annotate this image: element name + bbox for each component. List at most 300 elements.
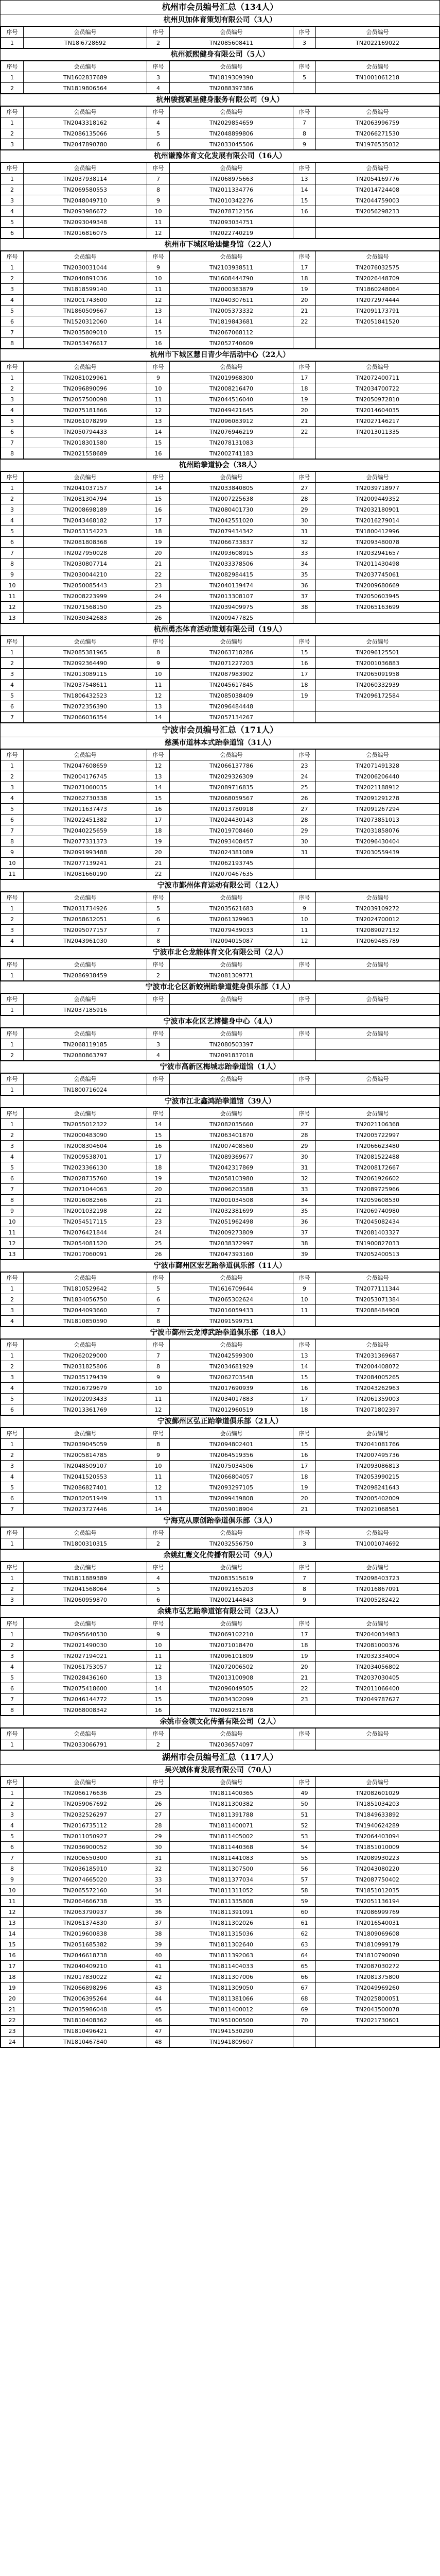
- member-id-cell: TN2013011335: [316, 427, 439, 437]
- index-cell: 8: [147, 1439, 170, 1450]
- member-id-cell: TN2092093433: [24, 1394, 147, 1404]
- member-id-cell: TN2089930223: [316, 1853, 439, 1863]
- index-cell: [293, 1084, 316, 1095]
- index-cell: 7: [1, 327, 24, 338]
- member-id-cell: TN2043500078: [316, 2004, 439, 2015]
- member-id-cell: [316, 970, 439, 981]
- member-id-cell: TN2043318162: [24, 117, 147, 128]
- member-id-cell: TN2041081766: [316, 1439, 439, 1450]
- roster-section: [0, 1260, 440, 1327]
- member-id-cell: TN2093480078: [316, 537, 439, 548]
- table-row: [1, 558, 439, 569]
- index-cell: 5: [147, 903, 170, 914]
- index-cell: 13: [293, 1350, 316, 1361]
- index-cell: 8: [147, 1361, 170, 1372]
- index-header: 序号: [293, 1273, 316, 1283]
- index-header: 序号: [147, 1428, 170, 1439]
- member-id-cell: TN1001074692: [316, 1538, 439, 1549]
- member-id-header: 会员编号: [170, 1562, 293, 1573]
- member-id-header: 会员编号: [316, 1562, 439, 1573]
- index-cell: 16: [293, 1383, 316, 1394]
- member-id-cell: TN2077139241: [24, 858, 147, 869]
- member-id-cell: TN2039045059: [24, 1439, 147, 1450]
- member-id-cell: TN1810850590: [24, 1316, 147, 1327]
- index-cell: 4: [1, 295, 24, 306]
- table-row: [1, 847, 439, 858]
- index-cell: 40: [147, 1950, 170, 1961]
- organization-name: 宁海克从原创跆拳道俱乐部（3人）: [1, 1515, 439, 1527]
- index-cell: 4: [1, 1820, 24, 1831]
- index-cell: 4: [1, 515, 24, 526]
- member-id-cell: [316, 858, 439, 869]
- table-row: [1, 2004, 439, 2015]
- member-id-cell: TN2010342276: [170, 195, 293, 206]
- member-id-cell: TN2042599300: [170, 1350, 293, 1361]
- table-row: [1, 647, 439, 658]
- index-cell: 9: [1, 1874, 24, 1885]
- member-id-cell: TN2034302099: [170, 1694, 293, 1705]
- index-cell: 9: [147, 1450, 170, 1461]
- index-cell: 6: [1, 228, 24, 239]
- index-cell: 3: [1, 1305, 24, 1316]
- member-id-cell: TN2062029000: [24, 1350, 147, 1361]
- index-header: 序号: [147, 1562, 170, 1573]
- index-cell: 9: [147, 195, 170, 206]
- member-id-cell: TN1951000500: [170, 2015, 293, 2026]
- index-cell: 2: [1, 658, 24, 669]
- member-id-header: 会员编号: [24, 1340, 147, 1350]
- table-row: [1, 1584, 439, 1595]
- member-id-cell: TN2051962498: [170, 1216, 293, 1227]
- member-id-cell: TN2075034506: [170, 1461, 293, 1471]
- member-id-cell: TN2053990215: [316, 1471, 439, 1482]
- table-row: [1, 448, 439, 459]
- index-cell: 5: [147, 128, 170, 139]
- region-title: 湖州市会员编号汇总（117人）: [1, 1751, 439, 1765]
- member-id-header: 会员编号: [24, 1074, 147, 1084]
- member-id-cell: TN2046618738: [24, 1950, 147, 1961]
- index-cell: 24: [293, 771, 316, 782]
- organization-name: 杭州谦豫体育文化发展有限公司（16人）: [1, 150, 439, 162]
- index-cell: 1: [1, 117, 24, 128]
- index-cell: 11: [1, 1227, 24, 1238]
- table-row: [1, 1739, 439, 1750]
- member-id-cell: TN2066271530: [316, 128, 439, 139]
- index-cell: 5: [1, 804, 24, 815]
- member-id-cell: TN2089716835: [170, 782, 293, 793]
- member-id-cell: TN2023366130: [24, 1162, 147, 1173]
- member-id-cell: TN2063401870: [170, 1130, 293, 1141]
- index-cell: 24: [147, 591, 170, 602]
- table-row: [1, 936, 439, 946]
- roster-section: [0, 150, 440, 239]
- index-cell: 17: [293, 669, 316, 680]
- index-header: 序号: [1, 1428, 24, 1439]
- member-id-cell: TN2044093660: [24, 1305, 147, 1316]
- table-row: [1, 782, 439, 793]
- header-row: [1, 1108, 439, 1119]
- index-cell: 8: [1, 1863, 24, 1874]
- index-cell: 23: [1, 2026, 24, 2037]
- member-id-cell: TN2008223999: [24, 591, 147, 602]
- member-id-header: 会员编号: [24, 61, 147, 72]
- index-header: 序号: [147, 1108, 170, 1119]
- member-id-cell: TN2035621683: [170, 903, 293, 914]
- roster-section: [0, 1327, 440, 1415]
- index-cell: 18: [147, 825, 170, 836]
- member-table: [1, 993, 439, 1015]
- index-cell: 13: [1, 613, 24, 623]
- member-id-cell: TN2013089115: [24, 669, 147, 680]
- member-id-cell: TN1819309390: [170, 72, 293, 83]
- index-cell: 9: [293, 903, 316, 914]
- member-table: [1, 1728, 439, 1750]
- table-row: [1, 1972, 439, 1982]
- index-cell: 11: [147, 1394, 170, 1404]
- table-row: [1, 405, 439, 416]
- index-cell: 1: [1, 1629, 24, 1640]
- index-cell: 6: [1, 1842, 24, 1853]
- member-id-cell: TN2086938459: [24, 970, 147, 981]
- member-id-cell: TN1941809607: [170, 2037, 293, 2047]
- index-cell: 19: [147, 537, 170, 548]
- member-id-cell: TN2017060091: [24, 1249, 147, 1260]
- member-id-cell: TN2073851013: [316, 815, 439, 825]
- index-cell: 13: [1, 1918, 24, 1928]
- index-cell: 11: [147, 394, 170, 405]
- index-cell: 17: [147, 815, 170, 825]
- header-row: [1, 362, 439, 372]
- member-id-cell: TN2036185910: [24, 1863, 147, 1874]
- table-row: [1, 613, 439, 623]
- index-header: 序号: [147, 1074, 170, 1084]
- table-row: [1, 1294, 439, 1305]
- index-cell: 10: [1, 858, 24, 869]
- index-cell: [293, 437, 316, 448]
- header-row: [1, 1273, 439, 1283]
- table-row: [1, 1538, 439, 1549]
- member-id-cell: TN2085381965: [24, 647, 147, 658]
- member-id-cell: TN2061078299: [24, 416, 147, 427]
- organization-name: 宁波市高新区梅城志跆拳道馆（1人）: [1, 1061, 439, 1073]
- member-id-cell: TN2091993488: [24, 847, 147, 858]
- member-id-header: 会员编号: [316, 1340, 439, 1350]
- roster-section: [0, 239, 440, 349]
- index-cell: 9: [1, 847, 24, 858]
- member-id-cell: TN2096049505: [170, 1683, 293, 1694]
- organization-name: 宁波市江北鑫鸿跆拳道馆（39人）: [1, 1096, 439, 1108]
- table-row: [1, 2026, 439, 2037]
- index-cell: 32: [293, 537, 316, 548]
- index-cell: 2: [1, 273, 24, 284]
- index-cell: 22: [293, 427, 316, 437]
- table-row: [1, 1206, 439, 1216]
- member-id-header: 会员编号: [24, 1777, 147, 1788]
- member-id-header: 会员编号: [24, 994, 147, 1005]
- member-table: [1, 1073, 439, 1095]
- member-id-cell: TN2005282422: [316, 1595, 439, 1605]
- index-cell: 1: [1, 38, 24, 48]
- index-cell: 9: [1, 1206, 24, 1216]
- member-id-cell: TN2016540031: [316, 1918, 439, 1928]
- member-id-cell: TN2021188912: [316, 782, 439, 793]
- member-id-cell: [170, 1005, 293, 1015]
- index-cell: 67: [293, 1982, 316, 1993]
- roster-section: [0, 1061, 440, 1095]
- member-id-cell: TN2013100908: [170, 1672, 293, 1683]
- member-id-cell: TN2086999769: [316, 1907, 439, 1918]
- member-id-cell: TN2005373332: [170, 306, 293, 316]
- index-cell: 7: [147, 1305, 170, 1316]
- table-row: [1, 306, 439, 316]
- table-row: [1, 2037, 439, 2047]
- index-cell: 10: [1, 580, 24, 591]
- index-header: 序号: [1, 1777, 24, 1788]
- member-id-cell: TN2039409975: [170, 602, 293, 613]
- member-id-cell: TN1810999179: [316, 1939, 439, 1950]
- index-cell: 12: [147, 295, 170, 306]
- index-header: 序号: [147, 163, 170, 174]
- index-cell: 1: [1, 1039, 24, 1050]
- region-title: 杭州市会员编号汇总（134人）: [1, 1, 439, 14]
- index-cell: 2: [1, 771, 24, 782]
- member-id-cell: TN2070467635: [170, 869, 293, 879]
- member-id-cell: TN2023727446: [24, 1504, 147, 1515]
- index-header: 序号: [293, 1108, 316, 1119]
- index-cell: 1: [1, 760, 24, 771]
- member-id-cell: TN2025800051: [316, 1993, 439, 2004]
- member-id-cell: TN2021730601: [316, 2015, 439, 2026]
- index-cell: 13: [147, 701, 170, 712]
- table-row: [1, 174, 439, 184]
- table-row: [1, 1595, 439, 1605]
- member-id-cell: TN2081660190: [24, 869, 147, 879]
- header-row: [1, 1028, 439, 1039]
- index-cell: 22: [293, 316, 316, 327]
- index-cell: 18: [1, 1972, 24, 1982]
- index-cell: 19: [147, 1173, 170, 1184]
- index-cell: 45: [147, 2004, 170, 2015]
- member-id-cell: TN2030342683: [24, 613, 147, 623]
- table-row: [1, 1005, 439, 1015]
- index-cell: 4: [1, 1471, 24, 1482]
- member-id-cell: TN2061359003: [316, 1394, 439, 1404]
- index-cell: 17: [293, 372, 316, 383]
- index-cell: 18: [293, 1471, 316, 1482]
- index-cell: 20: [293, 1662, 316, 1672]
- index-header: 序号: [147, 636, 170, 647]
- table-row: [1, 228, 439, 239]
- member-id-cell: TN2001743600: [24, 295, 147, 306]
- index-cell: 8: [293, 128, 316, 139]
- index-cell: [293, 970, 316, 981]
- member-id-cell: TN2061374830: [24, 1918, 147, 1928]
- member-id-cell: [316, 437, 439, 448]
- member-id-cell: TN2081029961: [24, 372, 147, 383]
- index-cell: [293, 2037, 316, 2047]
- member-id-cell: TN2068975663: [170, 174, 293, 184]
- member-id-cell: TN2049421645: [170, 405, 293, 416]
- member-id-cell: TN1800310315: [24, 1538, 147, 1549]
- index-cell: [293, 228, 316, 239]
- member-id-cell: TN2002144843: [170, 1595, 293, 1605]
- member-table: [1, 1562, 439, 1605]
- index-cell: 3: [1, 669, 24, 680]
- index-cell: 3: [293, 38, 316, 48]
- table-row: [1, 1394, 439, 1404]
- index-header: 序号: [293, 636, 316, 647]
- member-id-cell: TN2019600838: [24, 1928, 147, 1939]
- index-cell: 14: [293, 184, 316, 195]
- member-table: [1, 361, 439, 459]
- index-cell: 15: [147, 494, 170, 504]
- member-id-header: 会员编号: [316, 1618, 439, 1629]
- member-id-cell: TN2032334004: [316, 1651, 439, 1662]
- index-header: 序号: [1, 61, 24, 72]
- member-id-header: 会员编号: [24, 1728, 147, 1739]
- member-id-header: 会员编号: [170, 1618, 293, 1629]
- member-id-cell: TN2024700012: [316, 914, 439, 925]
- member-id-cell: TN2050603945: [316, 591, 439, 602]
- index-cell: 1: [1, 1439, 24, 1450]
- member-id-cell: TN1811377034: [170, 1874, 293, 1885]
- member-id-cell: TN2026448709: [316, 273, 439, 284]
- index-cell: 3: [1, 1372, 24, 1383]
- member-id-cell: TN2048509107: [24, 1461, 147, 1471]
- index-cell: 51: [293, 1809, 316, 1820]
- member-id-cell: TN1811311052: [170, 1885, 293, 1896]
- index-cell: 15: [293, 1372, 316, 1383]
- member-id-cell: TN2045617845: [170, 680, 293, 690]
- index-cell: 5: [293, 72, 316, 83]
- index-cell: 14: [293, 1361, 316, 1372]
- index-cell: 17: [147, 515, 170, 526]
- roster-section: [0, 459, 440, 623]
- member-id-cell: TN2017830022: [24, 1972, 147, 1982]
- member-id-cell: TN2057134267: [170, 712, 293, 723]
- index-cell: 23: [147, 580, 170, 591]
- table-row: [1, 1842, 439, 1853]
- member-id-header: 会员编号: [170, 636, 293, 647]
- index-cell: 60: [293, 1907, 316, 1918]
- index-cell: 20: [293, 295, 316, 306]
- index-cell: 11: [1, 1896, 24, 1907]
- member-id-cell: TN2030044210: [24, 569, 147, 580]
- index-cell: 16: [147, 804, 170, 815]
- member-id-cell: TN2063996759: [316, 117, 439, 128]
- index-cell: 16: [147, 448, 170, 459]
- member-id-header: 会员编号: [170, 892, 293, 903]
- member-id-cell: TN2095077157: [24, 925, 147, 936]
- index-header: 序号: [293, 1428, 316, 1439]
- organization-name: 余姚市金领文化传播有限公司（2人）: [1, 1716, 439, 1728]
- member-id-header: 会员编号: [24, 1028, 147, 1039]
- member-id-cell: TN2011430498: [316, 558, 439, 569]
- member-id-cell: TN2000483090: [24, 1130, 147, 1141]
- table-row: [1, 1283, 439, 1294]
- index-cell: 38: [147, 1928, 170, 1939]
- member-id-cell: TN1940624289: [316, 1820, 439, 1831]
- table-row: [1, 128, 439, 139]
- index-cell: 56: [293, 1863, 316, 1874]
- member-id-cell: TN2033045506: [170, 139, 293, 150]
- member-id-cell: TN2092364490: [24, 658, 147, 669]
- member-id-cell: TN2006206440: [316, 771, 439, 782]
- index-cell: [147, 1005, 170, 1015]
- index-cell: 1: [1, 372, 24, 383]
- index-cell: 10: [293, 1294, 316, 1305]
- member-id-header: 会员编号: [24, 163, 147, 174]
- index-cell: 34: [293, 1195, 316, 1206]
- member-id-cell: TN2050794433: [24, 427, 147, 437]
- table-row: [1, 1651, 439, 1662]
- index-cell: 29: [293, 504, 316, 515]
- member-id-cell: TN1900827033: [316, 1238, 439, 1249]
- member-id-cell: TN2088484908: [316, 1305, 439, 1316]
- member-id-cell: TN1811404033: [170, 1961, 293, 1972]
- index-cell: 65: [293, 1961, 316, 1972]
- index-header: 序号: [1, 1340, 24, 1350]
- index-cell: 3: [1, 1461, 24, 1471]
- member-id-cell: TN2059018904: [170, 1504, 293, 1515]
- index-cell: 2: [1, 383, 24, 394]
- index-cell: 13: [147, 1493, 170, 1504]
- member-id-cell: TN2072974444: [316, 295, 439, 306]
- member-id-cell: TN2077111344: [316, 1283, 439, 1294]
- index-cell: 2: [1, 184, 24, 195]
- index-cell: 1: [1, 970, 24, 981]
- member-id-header: 会员编号: [170, 1074, 293, 1084]
- member-id-cell: TN2103938511: [170, 262, 293, 273]
- table-row: [1, 383, 439, 394]
- member-id-cell: TN2032180901: [316, 504, 439, 515]
- table-row: [1, 1119, 439, 1130]
- member-id-cell: TN2071018470: [170, 1640, 293, 1651]
- index-cell: 5: [1, 1482, 24, 1493]
- index-cell: 3: [147, 1039, 170, 1050]
- table-row: [1, 483, 439, 494]
- member-id-cell: TN2061329963: [170, 914, 293, 925]
- index-cell: 2: [1, 1130, 24, 1141]
- member-id-header: 会员编号: [24, 750, 147, 760]
- index-cell: 22: [147, 869, 170, 879]
- index-header: 序号: [293, 1340, 316, 1350]
- member-table: [1, 1339, 439, 1415]
- member-table: [1, 892, 439, 946]
- index-cell: 10: [147, 669, 170, 680]
- index-cell: 24: [1, 2037, 24, 2047]
- index-cell: 8: [293, 1584, 316, 1595]
- member-id-header: 会员编号: [316, 1108, 439, 1119]
- member-id-cell: TN2084005265: [316, 1372, 439, 1383]
- index-cell: 18: [147, 1162, 170, 1173]
- index-cell: 10: [147, 273, 170, 284]
- member-table: [1, 1028, 439, 1061]
- organization-name: 杭州派熙健身有限公司（5人）: [1, 49, 439, 61]
- member-id-cell: TN2008698189: [24, 504, 147, 515]
- index-cell: 1: [1, 1538, 24, 1549]
- member-id-header: 会员编号: [316, 1528, 439, 1538]
- index-cell: 1: [1, 1084, 24, 1095]
- member-id-cell: [316, 217, 439, 228]
- member-id-cell: TN2044516040: [170, 394, 293, 405]
- member-id-cell: TN2076032575: [316, 262, 439, 273]
- index-cell: 7: [1, 825, 24, 836]
- member-id-cell: TN2040225659: [24, 825, 147, 836]
- index-cell: 7: [1, 548, 24, 558]
- index-header: 序号: [1, 1728, 24, 1739]
- member-id-cell: TN2063718286: [170, 647, 293, 658]
